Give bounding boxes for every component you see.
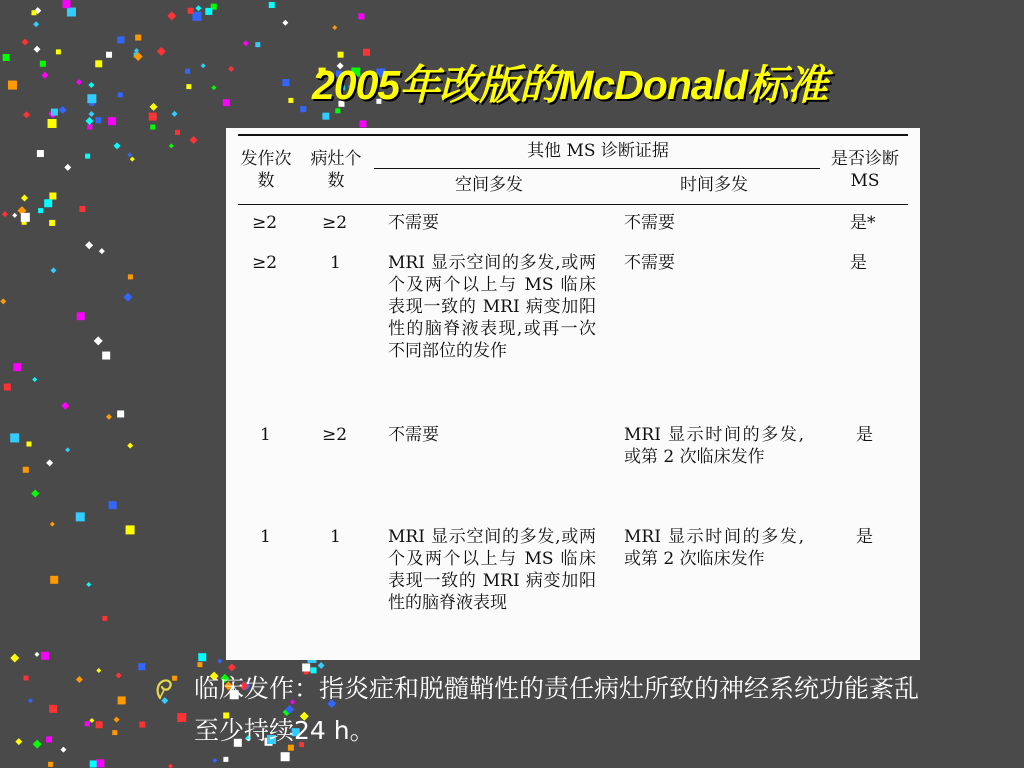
confetti-piece — [2, 211, 8, 217]
confetti-piece — [37, 150, 44, 157]
confetti-piece — [44, 199, 52, 207]
confetti-piece — [87, 125, 92, 130]
confetti-piece — [85, 241, 93, 249]
confetti-piece — [88, 82, 94, 88]
confetti-piece — [76, 512, 85, 521]
confetti-piece — [205, 8, 212, 15]
cell-lesions: 1 — [330, 253, 341, 273]
header-bottom-rule — [238, 204, 908, 205]
confetti-piece — [123, 293, 132, 302]
confetti-piece — [3, 54, 10, 61]
confetti-piece — [50, 576, 58, 584]
cell-dis: MRI 显示空间的多发,或两个及两个以上与 MS 临床表现一致的 MRI 病变加阳性的脑脊液表现,或再一次不同部位的发作 — [388, 253, 596, 361]
confetti-piece — [223, 757, 228, 762]
leaf-bullet-icon — [154, 678, 174, 700]
confetti-piece — [102, 616, 107, 621]
confetti-piece — [212, 758, 217, 763]
confetti-piece — [96, 759, 104, 767]
confetti-piece — [38, 208, 43, 213]
confetti-piece — [40, 61, 46, 67]
confetti-piece — [34, 652, 39, 657]
confetti-piece — [108, 117, 116, 125]
confetti-piece — [96, 117, 102, 123]
confetti-piece — [117, 410, 124, 417]
confetti-piece — [109, 501, 117, 509]
confetti-piece — [23, 467, 29, 473]
confetti-piece — [139, 722, 145, 728]
cell-diagnosis: 是* — [850, 213, 876, 233]
confetti-piece — [26, 442, 31, 447]
confetti-piece — [60, 747, 66, 753]
confetti-piece — [322, 113, 329, 120]
header-sub-rule — [374, 168, 820, 169]
confetti-piece — [185, 69, 190, 74]
confetti-piece — [228, 66, 234, 72]
confetti-piece — [169, 143, 174, 148]
confetti-piece — [76, 676, 83, 683]
cell-dis: 不需要 — [388, 213, 439, 233]
confetti-piece — [126, 525, 135, 534]
confetti-piece — [46, 459, 53, 466]
confetti-piece — [167, 11, 176, 20]
confetti-piece — [188, 8, 194, 14]
confetti-piece — [56, 49, 61, 54]
confetti-piece — [32, 377, 37, 382]
confetti-piece — [59, 106, 67, 114]
confetti-piece — [28, 698, 33, 703]
confetti-piece — [95, 60, 102, 67]
cell-attacks: 1 — [260, 527, 271, 547]
confetti-piece — [86, 582, 91, 587]
header-lesions: 病灶个数 — [310, 149, 362, 191]
confetti-piece — [85, 721, 90, 726]
cell-diagnosis: 是 — [850, 253, 867, 273]
header-dis: 空间多发 — [455, 175, 523, 195]
confetti-piece — [269, 2, 275, 8]
confetti-piece — [31, 490, 39, 498]
cell-dit: MRI 显示时间的多发,或第 2 次临床发作 — [624, 527, 804, 569]
confetti-piece — [85, 117, 93, 125]
confetti-piece — [198, 653, 206, 661]
confetti-piece — [175, 130, 180, 135]
confetti-piece — [4, 384, 11, 391]
confetti-piece — [49, 705, 57, 713]
confetti-piece — [48, 762, 53, 767]
confetti-piece — [85, 154, 90, 159]
confetti-piece — [127, 443, 133, 449]
cell-diagnosis: 是 — [856, 527, 873, 547]
confetti-piece — [50, 522, 55, 527]
confetti-piece — [87, 94, 96, 103]
header-diagnosis: 是否诊断 MS — [831, 149, 899, 191]
confetti-piece — [12, 213, 17, 218]
cell-lesions: 1 — [330, 527, 341, 547]
confetti-piece — [118, 92, 123, 97]
confetti-piece — [94, 336, 103, 345]
confetti-piece — [114, 717, 120, 723]
confetti-piece — [150, 125, 155, 130]
confetti-piece — [21, 213, 30, 222]
confetti-piece — [33, 21, 39, 27]
confetti-piece — [10, 433, 19, 442]
confetti-piece — [211, 85, 216, 90]
header-dit: 时间多发 — [680, 175, 748, 195]
confetti-piece — [49, 193, 56, 200]
confetti-piece — [149, 113, 157, 121]
confetti-piece — [135, 35, 141, 41]
confetti-piece — [168, 764, 173, 768]
confetti-piece — [190, 136, 198, 144]
confetti-piece — [201, 63, 206, 68]
confetti-piece — [15, 738, 22, 745]
confetti-piece — [358, 13, 364, 19]
confetti-piece — [332, 25, 337, 30]
confetti-piece — [48, 119, 57, 128]
confetti-piece — [186, 84, 191, 89]
confetti-piece — [195, 5, 201, 11]
confetti-piece — [0, 298, 6, 304]
confetti-piece — [90, 760, 97, 767]
confetti-piece — [177, 713, 186, 722]
confetti-piece — [255, 42, 260, 47]
confetti-piece — [282, 79, 289, 86]
confetti-piece — [64, 164, 71, 171]
confetti-piece — [192, 12, 201, 21]
confetti-piece — [116, 673, 122, 679]
cell-dis: 不需要 — [388, 425, 439, 445]
confetti-piece — [22, 39, 29, 46]
confetti-piece — [89, 718, 94, 723]
confetti-piece — [77, 312, 85, 320]
confetti-piece — [50, 267, 56, 273]
table-top-rule — [238, 134, 908, 136]
confetti-piece — [127, 152, 132, 157]
header-other-evidence: 其他 MS 诊断证据 — [527, 141, 669, 161]
confetti-piece — [114, 142, 121, 149]
confetti-piece — [118, 696, 126, 704]
cell-lesions: ≥2 — [322, 213, 348, 233]
confetti-piece — [157, 47, 166, 56]
confetti-piece — [49, 220, 55, 226]
confetti-piece — [67, 8, 76, 17]
confetti-piece — [112, 730, 117, 735]
confetti-piece — [41, 652, 49, 660]
confetti-piece — [288, 98, 293, 103]
criteria-table — [226, 128, 920, 660]
cell-dis: MRI 显示空间的多发,或两个及两个以上与 MS 临床表现一致的 MRI 病变加阳性的脑脊液表现 — [388, 527, 596, 613]
confetti-piece — [41, 72, 48, 79]
confetti-piece — [88, 111, 94, 117]
confetti-piece — [102, 352, 110, 360]
confetti-piece — [106, 52, 112, 58]
confetti-piece — [23, 111, 30, 118]
confetti-piece — [138, 663, 145, 670]
confetti-piece — [46, 736, 52, 742]
confetti-piece — [300, 106, 306, 112]
confetti-piece — [51, 109, 58, 116]
confetti-piece — [197, 662, 202, 667]
confetti-piece — [96, 668, 101, 673]
confetti-piece — [8, 81, 17, 90]
cell-attacks: ≥2 — [252, 213, 278, 233]
confetti-piece — [223, 99, 230, 106]
confetti-piece — [61, 402, 69, 410]
confetti-piece — [106, 414, 112, 420]
confetti-piece — [130, 157, 135, 162]
confetti-piece — [21, 195, 28, 202]
cell-dit: 不需要 — [624, 213, 675, 233]
slide-title: 2005年改版的McDonald标准 — [312, 62, 828, 108]
confetti-piece — [33, 740, 42, 749]
confetti-piece — [79, 206, 85, 212]
confetti-piece — [282, 20, 288, 26]
confetti-piece — [217, 659, 222, 664]
confetti-piece — [243, 40, 249, 46]
cell-lesions: ≥2 — [322, 425, 348, 445]
header-attacks: 发作次数 — [240, 149, 292, 191]
confetti-piece — [63, 0, 71, 8]
confetti-piece — [281, 752, 290, 761]
confetti-piece — [76, 79, 82, 85]
cell-dit: 不需要 — [624, 253, 675, 273]
bullet-text: 临床发作：指炎症和脱髓鞘性的责任病灶所致的神经系统功能紊乱至少持续24 h。 — [194, 674, 920, 745]
cell-attacks: 1 — [260, 425, 271, 445]
confetti-piece — [13, 363, 21, 371]
confetti-piece — [65, 447, 70, 452]
cell-attacks: ≥2 — [252, 253, 278, 273]
confetti-piece — [23, 676, 28, 681]
confetti-piece — [117, 36, 124, 43]
confetti-piece — [10, 653, 19, 662]
cell-diagnosis: 是 — [856, 425, 873, 445]
confetti-piece — [172, 111, 178, 117]
confetti-piece — [96, 721, 103, 728]
confetti-piece — [99, 248, 105, 254]
confetti-piece — [34, 46, 41, 53]
confetti-piece — [31, 10, 36, 15]
confetti-piece — [128, 274, 133, 279]
cell-dit: MRI 显示时间的多发,或第 2 次临床发作 — [624, 425, 804, 467]
confetti-piece — [359, 120, 366, 127]
confetti-piece — [150, 103, 158, 111]
